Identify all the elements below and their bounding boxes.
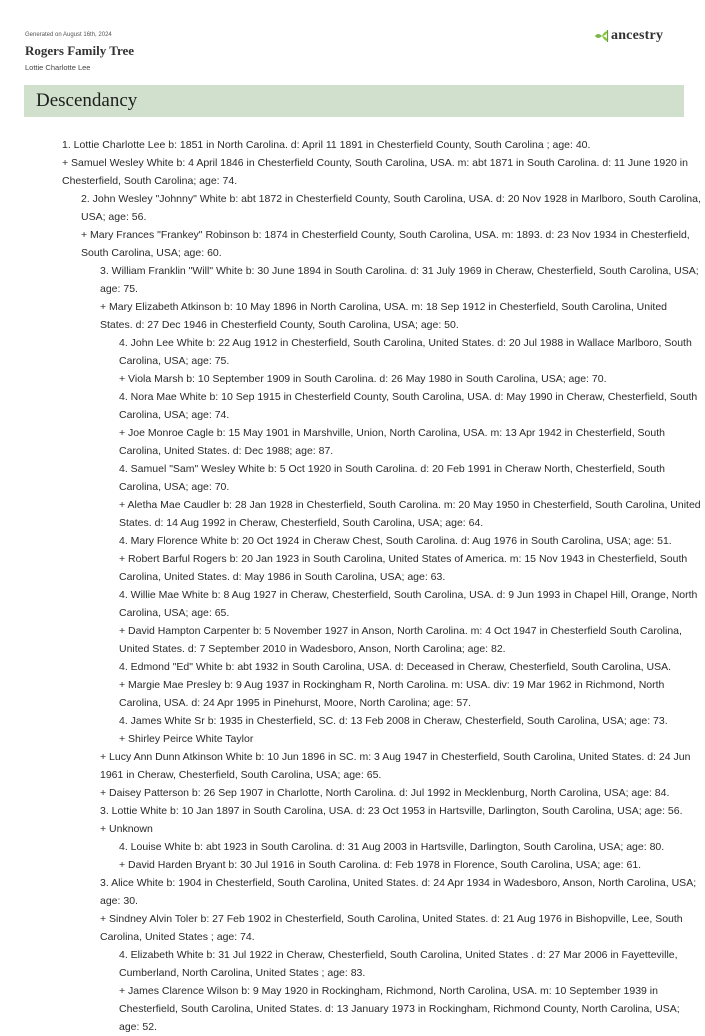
entry-text: + Samuel Wesley White b: 4 April 1846 in Chesterfield County, South Carolina, USA. m: abt 1871 in South Carolina. d: 11 June 1920 in Chesterfield, South Carolina; age: 74. [62, 157, 688, 187]
spouse-entry [100, 784, 702, 802]
descendant-entry [100, 802, 702, 820]
spouse-entry [100, 910, 702, 946]
descendant-entry [81, 190, 702, 226]
section-title: Descendancy [36, 90, 138, 111]
spouse-entry [119, 676, 702, 712]
descendant-entry [119, 838, 702, 856]
entry-text: 4. John Lee White b: 22 Aug 1912 in Chesterfield, South Carolina, United States. d: 20 Jul 1988 in Wallace Marlboro, South Carolina, USA; age: 75. [119, 337, 692, 367]
descendant-entry [62, 136, 702, 154]
tree-title: Rogers Family Tree [25, 43, 135, 58]
entry-text: 4. Samuel "Sam" Wesley White b: 5 Oct 1920 in South Carolina. d: 20 Feb 1991 in Cheraw North, Chesterfield, South Carolina, USA; age: 70. [119, 463, 665, 493]
entry-text: + Daisey Patterson b: 26 Sep 1907 in Charlotte, North Carolina. d: Jul 1992 in Mecklenburg, North Carolina, USA; age: 84. [100, 787, 670, 799]
leaf-icon [594, 28, 610, 44]
entry-text: + Viola Marsh b: 10 September 1909 in South Carolina. d: 26 May 1980 in South Carolina, USA; age: 70. [119, 373, 607, 385]
entry-text: + Joe Monroe Cagle b: 15 May 1901 in Marshville, Union, North Carolina, USA. m: 13 Apr 1942 in Chesterfield, South Carolina, United States. d: Dec 1988; age: 87. [119, 427, 665, 457]
logo-text: ancestry [611, 28, 664, 43]
descendant-entry [119, 532, 702, 550]
entry-text: + James Clarence Wilson b: 9 May 1920 in Rockingham, Richmond, North Carolina, USA. m: 10 September 1939 in Chesterfield, South Carolina, United States. d: 13 January 1973 in Rockingham, Richmond County, North Carolina, USA; age: 52. [119, 985, 680, 1033]
spouse-entry [100, 820, 702, 838]
descendant-entry [119, 460, 702, 496]
ancestry-logo [594, 28, 663, 44]
descendant-entry [100, 874, 702, 910]
spouse-entry [100, 748, 702, 784]
descendant-entry [119, 946, 702, 982]
descendant-entry [119, 334, 702, 370]
spouse-entry [81, 226, 702, 262]
entry-text: 4. James White Sr b: 1935 in Chesterfield, SC. d: 13 Feb 2008 in Cheraw, Chesterfield, South Carolina, USA; age: 73. [119, 715, 668, 727]
entry-text: + Robert Barful Rogers b: 20 Jan 1923 in South Carolina, United States of America. m: 15 Nov 1943 in Chesterfield, South Carolina, United States. d: May 1986 in South Carolina, USA; age: 63. [119, 553, 688, 583]
root-person-name: Lottie Charlotte Lee [25, 63, 91, 72]
entry-text: 4. Edmond "Ed" White b: abt 1932 in South Carolina, USA. d: Deceased in Cheraw, Chesterfield, South Carolina, USA. [119, 661, 672, 673]
entry-text: 1. Lottie Charlotte Lee b: 1851 in North Carolina. d: April 11 1891 in Chesterfield County, South Carolina ; age: 40. [62, 139, 591, 151]
spouse-entry [119, 730, 702, 748]
entry-text: + Lucy Ann Dunn Atkinson White b: 10 Jun 1896 in SC. m: 3 Aug 1947 in Chesterfield, South Carolina, United States. d: 24 Jun 1961 in Cheraw, Chesterfield, South Carolina, USA; age: 65. [100, 751, 691, 781]
spouse-entry [119, 856, 702, 874]
spouse-entry [62, 154, 702, 190]
spouse-entry [119, 622, 702, 658]
entry-text: 4. Elizabeth White b: 31 Jul 1922 in Cheraw, Chesterfield, South Carolina, United States . d: 27 Mar 2006 in Fayetteville, Cumberland, North Carolina, United States ; age: 83. [119, 949, 678, 979]
entry-text: + Aletha Mae Caudler b: 28 Jan 1928 in Chesterfield, South Carolina. m: 20 May 1950 in Chesterfield, South Carolina, United States. d: 14 Aug 1992 in Cheraw, Chesterfield, South Carolina, USA; age: 64. [119, 499, 701, 529]
spouse-entry [100, 298, 702, 334]
entry-text: + Sindney Alvin Toler b: 27 Feb 1902 in Chesterfield, South Carolina, United States. d: 21 Aug 1976 in Bishopville, Lee, South Carolina, United States ; age: 74. [100, 913, 683, 943]
descendant-entry [119, 658, 702, 676]
entry-text: + Unknown [100, 823, 153, 835]
entry-text: + Margie Mae Presley b: 9 Aug 1937 in Rockingham R, North Carolina. m: USA. div: 19 Mar 1962 in Richmond, North Carolina, USA. d: 24 Apr 1995 in Pinehurst, Moore, North Carolina; age: 57. [119, 679, 665, 709]
entry-text: 2. John Wesley "Johnny" White b: abt 1872 in Chesterfield County, South Carolina, USA. d: 20 Nov 1928 in Marlboro, South Carolina, USA; age: 56. [81, 193, 701, 223]
entry-text: + David Hampton Carpenter b: 5 November 1927 in Anson, North Carolina. m: 4 Oct 1947 in Chesterfield South Carolina, United States. d: 7 September 2010 in Wadesboro, Anson, North Carolina; age: 82. [119, 625, 682, 655]
generated-date: Generated on August 16th, 2024 [25, 32, 112, 38]
entry-text: 4. Mary Florence White b: 20 Oct 1924 in Cheraw Chest, South Carolina. d: Aug 1976 in South Carolina, USA; age: 51. [119, 535, 672, 547]
spouse-entry [119, 370, 702, 388]
descendancy-list [62, 136, 702, 1036]
entry-text: 4. Nora Mae White b: 10 Sep 1915 in Chesterfield County, South Carolina, USA. d: May 1990 in Cheraw, Chesterfield, South Carolina, USA; age: 74. [119, 391, 698, 421]
entry-text: + Shirley Peirce White Taylor [119, 733, 254, 745]
descendant-entry [100, 262, 702, 298]
descendant-entry [119, 712, 702, 730]
section-header [24, 85, 684, 117]
descendant-entry [119, 586, 702, 622]
entry-text: + Mary Elizabeth Atkinson b: 10 May 1896 in North Carolina, USA. m: 18 Sep 1912 in Chesterfield, South Carolina, United States. d: 27 Dec 1946 in Chesterfield County, South Carolina, USA; age: 50. [100, 301, 668, 331]
spouse-entry [119, 496, 702, 532]
spouse-entry [119, 550, 702, 586]
entry-text: 4. Louise White b: abt 1923 in South Carolina. d: 31 Aug 2003 in Hartsville, Darlington, South Carolina, USA; age: 80. [119, 841, 665, 853]
spouse-entry [119, 982, 702, 1036]
entry-text: 3. Alice White b: 1904 in Chesterfield, South Carolina, United States. d: 24 Apr 1934 in Wadesboro, Anson, North Carolina, USA; age: 30. [100, 877, 697, 907]
entry-text: 4. Willie Mae White b: 8 Aug 1927 in Cheraw, Chesterfield, South Carolina, USA. d: 9 Jun 1993 in Chapel Hill, Orange, North Carolina, USA; age: 65. [119, 589, 698, 619]
descendant-entry [119, 388, 702, 424]
entry-text: + Mary Frances "Frankey" Robinson b: 1874 in Chesterfield County, South Carolina, USA. m: 1893. d: 23 Nov 1934 in Chesterfield, South Carolina, USA; age: 60. [81, 229, 690, 259]
entry-text: + David Harden Bryant b: 30 Jul 1916 in South Carolina. d: Feb 1978 in Florence, South Carolina, USA; age: 61. [119, 859, 642, 871]
entry-text: 3. William Franklin "Will" White b: 30 June 1894 in South Carolina. d: 31 July 1969 in Cheraw, Chesterfield, South Carolina, USA; age: 75. [100, 265, 699, 295]
entry-text: 3. Lottie White b: 10 Jan 1897 in South Carolina, USA. d: 23 Oct 1953 in Hartsville, Darlington, South Carolina, USA; age: 56. [100, 805, 683, 817]
spouse-entry [119, 424, 702, 460]
